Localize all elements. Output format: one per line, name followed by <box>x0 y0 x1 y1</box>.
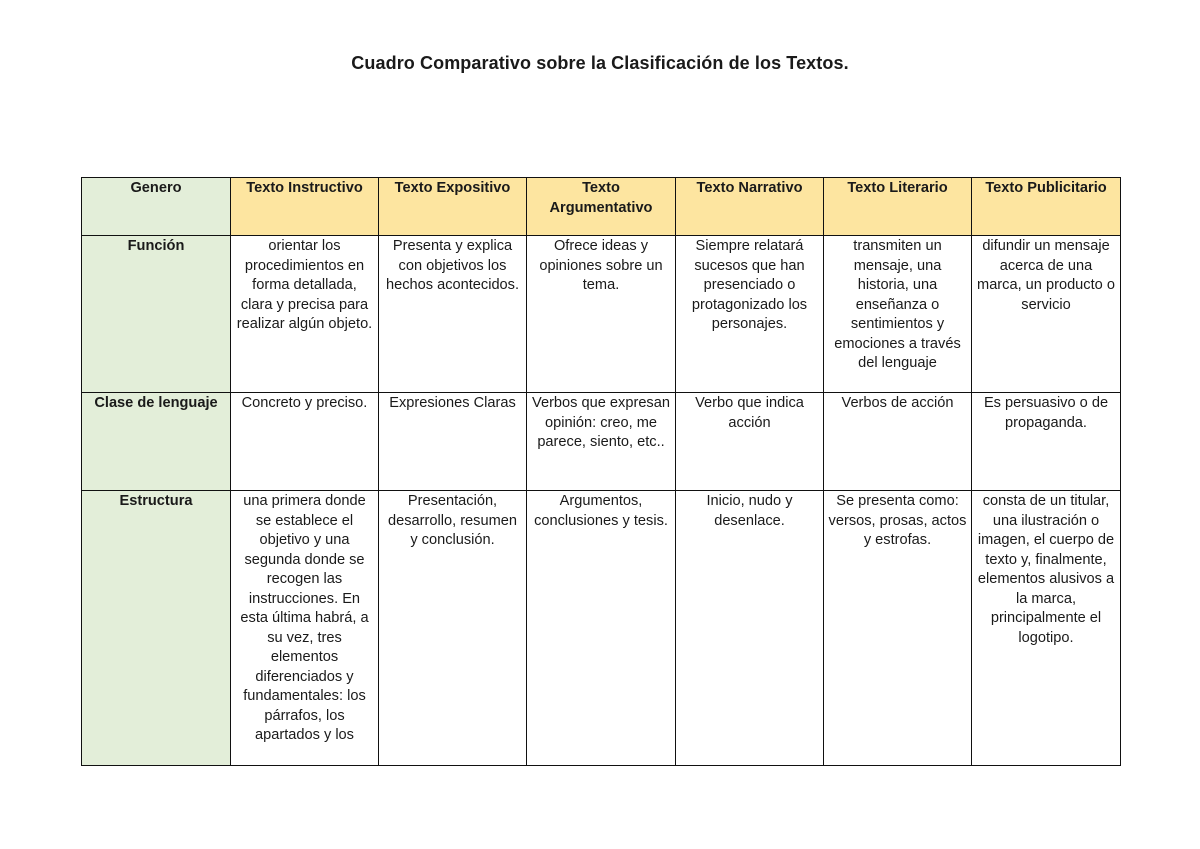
table-cell: orientar los procedimientos en forma detallada, clara y precisa para realizar algún objeto. <box>231 236 379 393</box>
row-label-funcion: Función <box>82 236 231 393</box>
table-row-estructura <box>82 491 1121 766</box>
table-cell: Verbos de acción <box>824 393 972 491</box>
comparison-table <box>81 177 1121 766</box>
table-cell: Verbo que indica acción <box>676 393 824 491</box>
table-cell: Inicio, nudo y desenlace. <box>676 491 824 766</box>
table-cell: Ofrece ideas y opiniones sobre un tema. <box>527 236 676 393</box>
column-header-argumentativo: Texto Argumentativo <box>527 178 676 236</box>
table-cell: Argumentos, conclusiones y tesis. <box>527 491 676 766</box>
column-header-literario: Texto Literario <box>824 178 972 236</box>
table-cell: Se presenta como: versos, prosas, actos y estrofas. <box>824 491 972 766</box>
table-cell: Presenta y explica con objetivos los hechos acontecidos. <box>379 236 527 393</box>
table-cell: Presentación, desarrollo, resumen y conclusión. <box>379 491 527 766</box>
table-cell: consta de un titular, una ilustración o imagen, el cuerpo de texto y, finalmente, elementos alusivos a la marca, principalmente el logotipo. <box>972 491 1121 766</box>
table-cell: Siempre relatará sucesos que han presenciado o protagonizado los personajes. <box>676 236 824 393</box>
table-row-clase-de-lenguaje <box>82 393 1121 491</box>
table-cell: una primera donde se establece el objetivo y una segunda donde se recogen las instrucciones. En esta última habrá, a su vez, tres elementos diferenciados y fundamentales: los párrafos, los apartados y los <box>231 491 379 766</box>
table-row-funcion <box>82 236 1121 393</box>
table-header-row <box>82 178 1121 236</box>
corner-header-cell: Genero <box>82 178 231 236</box>
table-cell: Es persuasivo o de propaganda. <box>972 393 1121 491</box>
table-cell: Concreto y preciso. <box>231 393 379 491</box>
row-label-clase-de-lenguaje: Clase de lenguaje <box>82 393 231 491</box>
column-header-publicitario: Texto Publicitario <box>972 178 1121 236</box>
column-header-instructivo: Texto Instructivo <box>231 178 379 236</box>
table-cell: transmiten un mensaje, una historia, una enseñanza o sentimientos y emociones a través del lenguaje <box>824 236 972 393</box>
row-label-estructura: Estructura <box>82 491 231 766</box>
column-header-narrativo: Texto Narrativo <box>676 178 824 236</box>
table-cell: Verbos que expresan opinión: creo, me parece, siento, etc.. <box>527 393 676 491</box>
column-header-expositivo: Texto Expositivo <box>379 178 527 236</box>
table-cell: difundir un mensaje acerca de una marca, un producto o servicio <box>972 236 1121 393</box>
page-title: Cuadro Comparativo sobre la Clasificación de los Textos. <box>351 53 849 73</box>
table-cell: Expresiones Claras <box>379 393 527 491</box>
